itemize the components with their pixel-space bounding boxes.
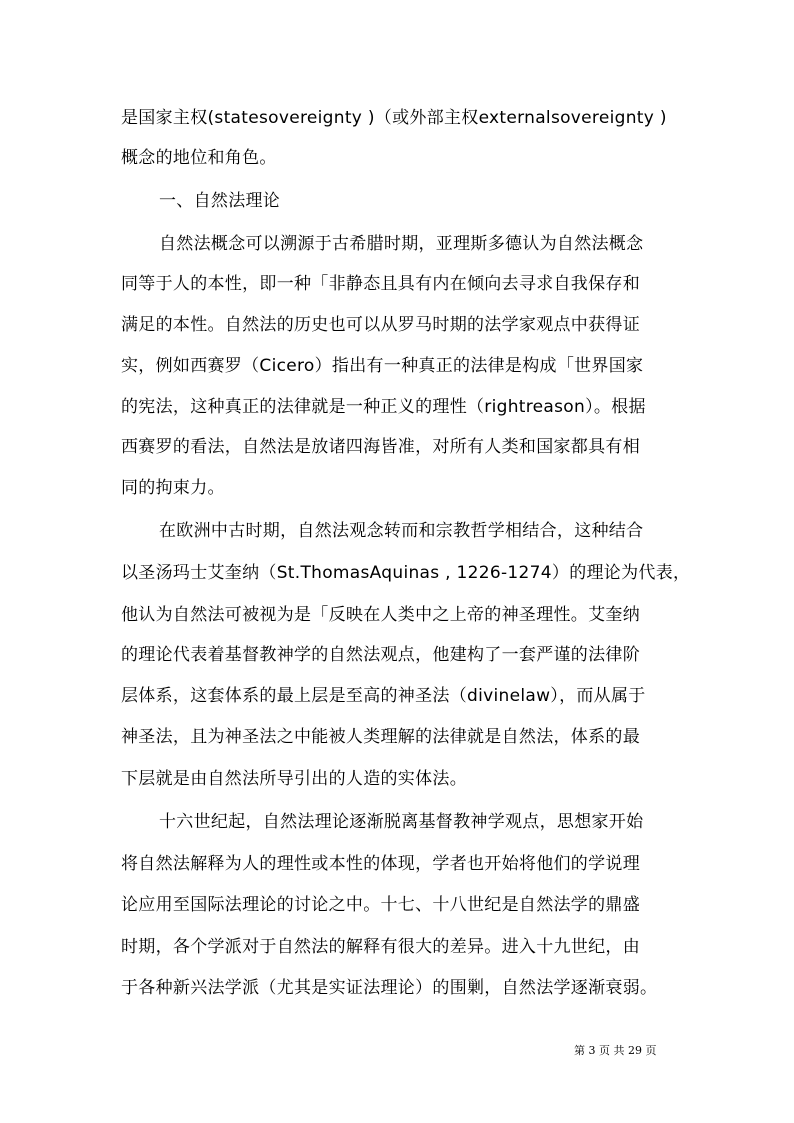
body-text-line: 同的拘束力。 xyxy=(121,478,225,498)
body-text-line: 西赛罗的看法，自然法是放诸四海皆准，对所有人类和国家都具有相 xyxy=(121,437,640,457)
body-text-line: 层体系，这套体系的最上层是至高的神圣法（divinelaw），而从属于 xyxy=(121,686,646,706)
body-text-line: 同等于人的本性，即一种「非静态且具有内在倾向去寻求自我保存和 xyxy=(121,274,640,294)
body-text-line: 下层就是由自然法所导引出的人造的实体法。 xyxy=(121,769,467,789)
body-text-line: 自然法概念可以溯源于古希腊时期，亚理斯多德认为自然法概念 xyxy=(159,234,644,254)
body-text-line: 概念的地位和角色。 xyxy=(121,148,277,168)
body-text-line: 是国家主权(statesovereignty )（或外部主权externalsovereignty ) xyxy=(121,108,667,128)
section-heading: 一、自然法理论 xyxy=(159,191,281,211)
body-text-line: 的理论代表着基督教神学的自然法观点，他建构了一套严谨的法律阶 xyxy=(121,645,640,665)
body-text-line: 满足的本性。自然法的历史也可以从罗马时期的法学家观点中获得证 xyxy=(121,315,640,335)
body-text-line: 在欧洲中古时期，自然法观念转而和宗教哲学相结合，这种结合 xyxy=(159,521,644,541)
body-text-line: 神圣法，且为神圣法之中能被人类理解的法律就是自然法，体系的最 xyxy=(121,727,640,747)
body-text-line: 实，例如西赛罗（Cicero）指出有一种真正的法律是构成「世界国家 xyxy=(121,356,644,376)
body-text-line: 时期，各个学派对于自然法的解释有很大的差异。进入十九世纪，由 xyxy=(121,937,640,957)
body-text-line: 以圣汤玛士艾奎纳（St.ThomasAquinas , 1226-1274）的理论为代表， xyxy=(121,563,691,583)
body-text-line: 于各种新兴法学派（尤其是实证法理论）的围剿，自然法学逐渐衰弱。 xyxy=(121,978,658,998)
body-text-line: 十六世纪起，自然法理论逐渐脱离基督教神学观点，思想家开始 xyxy=(159,812,644,832)
body-text-line: 的宪法，这种真正的法律就是一种正义的理性（rightreason）。根据 xyxy=(121,397,646,417)
body-text-line: 将自然法解释为人的理性或本性的体现，学者也开始将他们的学说理 xyxy=(121,854,640,874)
body-text-line: 论应用至国际法理论的讨论之中。十七、十八世纪是自然法学的鼎盛 xyxy=(121,895,640,915)
page-number: 第 3 页 共 29 页 xyxy=(574,1044,657,1057)
body-text-line: 他认为自然法可被视为是「反映在人类中之上帝的神圣理性。艾奎纳 xyxy=(121,605,640,625)
